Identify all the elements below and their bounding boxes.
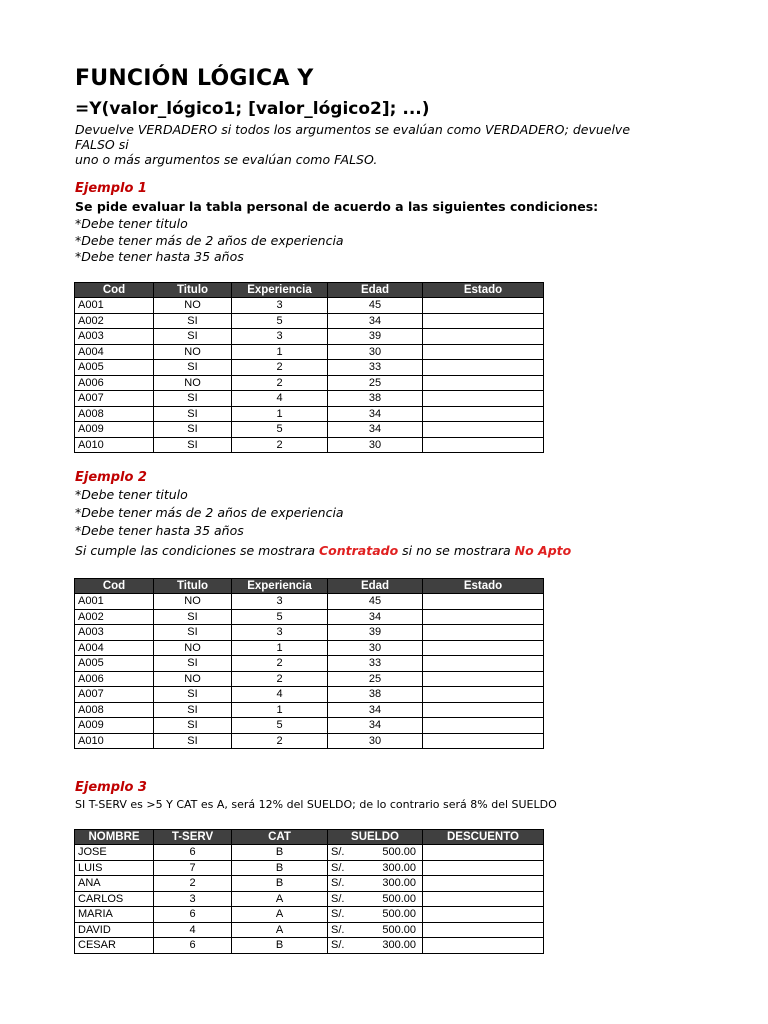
table-cell[interactable]: 34 xyxy=(328,406,423,422)
table-cell[interactable] xyxy=(423,860,544,876)
table-cell[interactable]: SI xyxy=(154,437,232,453)
function-description xyxy=(75,122,655,167)
table-cell[interactable] xyxy=(423,422,544,438)
table-cell[interactable]: SI xyxy=(154,609,232,625)
table-cell[interactable] xyxy=(328,860,423,876)
table-cell[interactable]: A006 xyxy=(75,375,154,391)
table-cell[interactable]: A002 xyxy=(75,609,154,625)
table-cell[interactable]: 4 xyxy=(232,687,328,703)
table-cell[interactable]: CESAR xyxy=(75,938,154,954)
table-cell[interactable]: 7 xyxy=(154,860,232,876)
table-cell[interactable]: CARLOS xyxy=(75,891,154,907)
table-row xyxy=(75,687,544,703)
table-cell[interactable]: 1 xyxy=(232,640,328,656)
description-line-1: Devuelve VERDADERO si todos los argumentos se evalúan como VERDADERO; devuelve FALSO si xyxy=(75,122,631,152)
table-cell[interactable]: 34 xyxy=(328,313,423,329)
table-row xyxy=(75,625,544,641)
table-cell[interactable]: NO xyxy=(154,344,232,360)
rule-hired-label: Contratado xyxy=(318,543,399,558)
table-row xyxy=(75,594,544,610)
table-cell[interactable]: A008 xyxy=(75,702,154,718)
table-cell[interactable] xyxy=(328,876,423,892)
table-row xyxy=(75,391,544,407)
table-cell[interactable]: 34 xyxy=(328,609,423,625)
column-header-experiencia: Experiencia xyxy=(232,579,328,594)
column-header-sueldo: SUELDO xyxy=(328,830,423,845)
table-cell[interactable]: 2 xyxy=(232,375,328,391)
table-cell[interactable]: 5 xyxy=(232,718,328,734)
table-cell[interactable]: 2 xyxy=(232,437,328,453)
table-cell[interactable]: 30 xyxy=(328,437,423,453)
table-cell[interactable]: 39 xyxy=(328,625,423,641)
table-cell[interactable]: DAVID xyxy=(75,922,154,938)
table-row xyxy=(75,733,544,749)
table-cell[interactable] xyxy=(423,891,544,907)
table-cell[interactable]: A009 xyxy=(75,422,154,438)
table-cell[interactable]: 1 xyxy=(232,702,328,718)
table-cell[interactable]: 2 xyxy=(232,671,328,687)
currency-symbol: S/. xyxy=(331,939,345,952)
table-row xyxy=(75,891,544,907)
table-cell[interactable]: A005 xyxy=(75,360,154,376)
table-cell[interactable]: 5 xyxy=(232,609,328,625)
rule-text: si no se mostrara xyxy=(398,543,515,558)
table-cell[interactable]: NO xyxy=(154,375,232,391)
currency-symbol: S/. xyxy=(331,923,345,936)
table-cell[interactable] xyxy=(328,938,423,954)
currency-symbol: S/. xyxy=(331,877,345,890)
example-1-condition: *Debe tener hasta 35 años xyxy=(75,249,244,264)
table-cell[interactable] xyxy=(423,922,544,938)
table-cell[interactable]: SI xyxy=(154,422,232,438)
table-cell[interactable]: 3 xyxy=(154,891,232,907)
table-cell[interactable]: SI xyxy=(154,313,232,329)
salary-amount: 500.00 xyxy=(382,908,416,921)
table-row xyxy=(75,375,544,391)
table-cell[interactable]: 2 xyxy=(232,656,328,672)
example-2-condition: *Debe tener titulo xyxy=(75,487,188,502)
table-cell[interactable]: A004 xyxy=(75,640,154,656)
example-2-rule xyxy=(75,543,571,558)
table-cell[interactable]: NO xyxy=(154,640,232,656)
column-header-experiencia: Experiencia xyxy=(232,283,328,298)
table-row xyxy=(75,609,544,625)
table-header-row xyxy=(75,579,544,594)
table-cell[interactable] xyxy=(423,876,544,892)
table-cell[interactable] xyxy=(423,609,544,625)
table-cell[interactable]: 2 xyxy=(154,876,232,892)
table-cell[interactable]: 2 xyxy=(232,733,328,749)
column-header-descuento: DESCUENTO xyxy=(423,830,544,845)
table-cell[interactable]: A007 xyxy=(75,687,154,703)
table-cell[interactable] xyxy=(423,733,544,749)
table-cell[interactable]: 45 xyxy=(328,594,423,610)
column-header-titulo: Titulo xyxy=(154,283,232,298)
table-row xyxy=(75,298,544,314)
example-3-rule: SI T-SERV es >5 Y CAT es A, será 12% del SUELDO; de lo contrario será 8% del SUELDO xyxy=(75,798,557,811)
table-cell[interactable]: 3 xyxy=(232,298,328,314)
table-cell[interactable] xyxy=(423,406,544,422)
table-cell[interactable]: B xyxy=(232,860,328,876)
table-row xyxy=(75,656,544,672)
table-cell[interactable]: 25 xyxy=(328,375,423,391)
table-cell[interactable] xyxy=(423,375,544,391)
table-cell[interactable]: A010 xyxy=(75,437,154,453)
table-cell[interactable]: MARIA xyxy=(75,907,154,923)
table-cell[interactable] xyxy=(423,313,544,329)
example-2-heading: Ejemplo 2 xyxy=(75,470,147,485)
table-cell[interactable]: 33 xyxy=(328,656,423,672)
table-cell[interactable] xyxy=(328,907,423,923)
table-cell[interactable] xyxy=(423,656,544,672)
table-cell[interactable]: NO xyxy=(154,671,232,687)
function-syntax: =Y(valor_lógico1; [valor_lógico2]; ...) xyxy=(75,99,430,119)
table-row xyxy=(75,718,544,734)
table-cell[interactable]: 4 xyxy=(154,922,232,938)
table-cell[interactable]: A002 xyxy=(75,313,154,329)
table-cell[interactable]: SI xyxy=(154,656,232,672)
table-cell[interactable]: 6 xyxy=(154,845,232,861)
table-row xyxy=(75,360,544,376)
table-cell[interactable]: 6 xyxy=(154,907,232,923)
table-cell[interactable] xyxy=(328,891,423,907)
table-cell[interactable]: SI xyxy=(154,329,232,345)
table-cell[interactable]: A004 xyxy=(75,344,154,360)
salary-amount: 500.00 xyxy=(382,923,416,936)
table-cell[interactable] xyxy=(423,360,544,376)
column-header-titulo: Titulo xyxy=(154,579,232,594)
table-cell[interactable]: 38 xyxy=(328,687,423,703)
table-cell[interactable]: 34 xyxy=(328,702,423,718)
table-row xyxy=(75,313,544,329)
table-cell[interactable]: 30 xyxy=(328,733,423,749)
table-cell[interactable]: A009 xyxy=(75,718,154,734)
table-cell[interactable]: B xyxy=(232,938,328,954)
table-cell[interactable] xyxy=(423,437,544,453)
table-cell[interactable] xyxy=(423,625,544,641)
example-2-condition: *Debe tener más de 2 años de experiencia xyxy=(75,505,344,520)
table-cell[interactable]: SI xyxy=(154,360,232,376)
table-cell[interactable]: 4 xyxy=(232,391,328,407)
table-row xyxy=(75,938,544,954)
table-row xyxy=(75,907,544,923)
table-row xyxy=(75,860,544,876)
table-cell[interactable]: A005 xyxy=(75,656,154,672)
table-row xyxy=(75,876,544,892)
table-cell[interactable]: 39 xyxy=(328,329,423,345)
table-row xyxy=(75,422,544,438)
table-cell[interactable]: A006 xyxy=(75,671,154,687)
table-row xyxy=(75,329,544,345)
table-cell[interactable]: 33 xyxy=(328,360,423,376)
table-cell[interactable]: A003 xyxy=(75,329,154,345)
table-cell[interactable] xyxy=(423,344,544,360)
currency-symbol: S/. xyxy=(331,846,345,859)
table-row xyxy=(75,671,544,687)
table-cell[interactable]: 3 xyxy=(232,625,328,641)
table-row xyxy=(75,922,544,938)
table-cell[interactable]: 25 xyxy=(328,671,423,687)
table-cell[interactable] xyxy=(423,671,544,687)
table-row xyxy=(75,344,544,360)
table-row xyxy=(75,640,544,656)
example-2-table xyxy=(74,578,544,749)
column-header-edad: Edad xyxy=(328,283,423,298)
table-cell[interactable]: A003 xyxy=(75,625,154,641)
example-1-condition: *Debe tener titulo xyxy=(75,216,188,231)
currency-symbol: S/. xyxy=(331,908,345,921)
table-cell[interactable]: A xyxy=(232,907,328,923)
rule-text: Si cumple las condiciones se mostrara xyxy=(75,543,319,558)
currency-symbol: S/. xyxy=(331,892,345,905)
column-header-cat: CAT xyxy=(232,830,328,845)
table-row xyxy=(75,845,544,861)
table-header-row xyxy=(75,830,544,845)
table-cell[interactable]: 1 xyxy=(232,344,328,360)
table-cell[interactable]: 2 xyxy=(232,360,328,376)
column-header-estado: Estado xyxy=(423,579,544,594)
table-cell[interactable]: JOSE xyxy=(75,845,154,861)
table-cell[interactable]: A010 xyxy=(75,733,154,749)
salary-amount: 300.00 xyxy=(382,877,416,890)
salary-amount: 500.00 xyxy=(382,892,416,905)
column-header-cod: Cod xyxy=(75,579,154,594)
table-cell[interactable]: 45 xyxy=(328,298,423,314)
table-cell[interactable] xyxy=(423,907,544,923)
table-cell[interactable]: NO xyxy=(154,594,232,610)
table-cell[interactable]: 34 xyxy=(328,422,423,438)
table-cell[interactable]: B xyxy=(232,876,328,892)
table-cell[interactable]: SI xyxy=(154,718,232,734)
table-cell[interactable]: A001 xyxy=(75,298,154,314)
example-3-table xyxy=(74,829,544,954)
table-cell[interactable] xyxy=(423,718,544,734)
example-1-condition: *Debe tener más de 2 años de experiencia xyxy=(75,233,344,248)
table-cell[interactable]: 1 xyxy=(232,406,328,422)
table-cell[interactable]: 38 xyxy=(328,391,423,407)
column-header-nombre: NOMBRE xyxy=(75,830,154,845)
table-cell[interactable]: 3 xyxy=(232,594,328,610)
table-cell[interactable]: SI xyxy=(154,687,232,703)
table-cell[interactable] xyxy=(328,845,423,861)
table-cell[interactable] xyxy=(423,391,544,407)
table-cell[interactable]: SI xyxy=(154,625,232,641)
currency-symbol: S/. xyxy=(331,861,345,874)
table-cell[interactable] xyxy=(423,938,544,954)
table-cell[interactable]: SI xyxy=(154,702,232,718)
table-cell[interactable] xyxy=(423,594,544,610)
rule-rejected-label: No Apto xyxy=(514,543,572,558)
table-cell[interactable]: 30 xyxy=(328,344,423,360)
table-cell[interactable]: SI xyxy=(154,391,232,407)
table-cell[interactable]: 5 xyxy=(232,422,328,438)
table-cell[interactable]: A xyxy=(232,922,328,938)
table-cell[interactable] xyxy=(423,329,544,345)
table-cell[interactable]: SI xyxy=(154,733,232,749)
table-header-row xyxy=(75,283,544,298)
table-cell[interactable]: A xyxy=(232,891,328,907)
salary-amount: 300.00 xyxy=(382,861,416,874)
table-cell[interactable]: B xyxy=(232,845,328,861)
table-cell[interactable]: A007 xyxy=(75,391,154,407)
example-2-condition: *Debe tener hasta 35 años xyxy=(75,523,244,538)
column-header-edad: Edad xyxy=(328,579,423,594)
table-row xyxy=(75,437,544,453)
table-cell[interactable]: A001 xyxy=(75,594,154,610)
table-cell[interactable]: 3 xyxy=(232,329,328,345)
example-3-heading: Ejemplo 3 xyxy=(75,780,147,795)
column-header-cod: Cod xyxy=(75,283,154,298)
table-cell[interactable]: SI xyxy=(154,406,232,422)
table-cell[interactable] xyxy=(423,640,544,656)
table-row xyxy=(75,702,544,718)
column-header-t-serv: T-SERV xyxy=(154,830,232,845)
table-cell[interactable] xyxy=(423,702,544,718)
table-cell[interactable]: ANA xyxy=(75,876,154,892)
example-1-heading: Ejemplo 1 xyxy=(75,181,147,196)
table-cell[interactable]: 30 xyxy=(328,640,423,656)
table-cell[interactable]: A008 xyxy=(75,406,154,422)
salary-amount: 300.00 xyxy=(382,939,416,952)
salary-amount: 500.00 xyxy=(382,846,416,859)
table-cell[interactable]: 5 xyxy=(232,313,328,329)
table-row xyxy=(75,406,544,422)
table-cell[interactable]: LUIS xyxy=(75,860,154,876)
description-line-2: uno o más argumentos se evalúan como FALSO. xyxy=(75,152,378,167)
column-header-estado: Estado xyxy=(423,283,544,298)
page-title: FUNCIÓN LÓGICA Y xyxy=(75,66,314,91)
table-cell[interactable] xyxy=(423,298,544,314)
table-cell[interactable] xyxy=(423,687,544,703)
table-cell[interactable]: 34 xyxy=(328,718,423,734)
example-1-instruction: Se pide evaluar la tabla personal de acuerdo a las siguientes condiciones: xyxy=(75,199,599,214)
table-cell[interactable] xyxy=(423,845,544,861)
table-cell[interactable]: 6 xyxy=(154,938,232,954)
table-cell[interactable]: NO xyxy=(154,298,232,314)
table-cell[interactable] xyxy=(328,922,423,938)
example-1-table xyxy=(74,282,544,453)
